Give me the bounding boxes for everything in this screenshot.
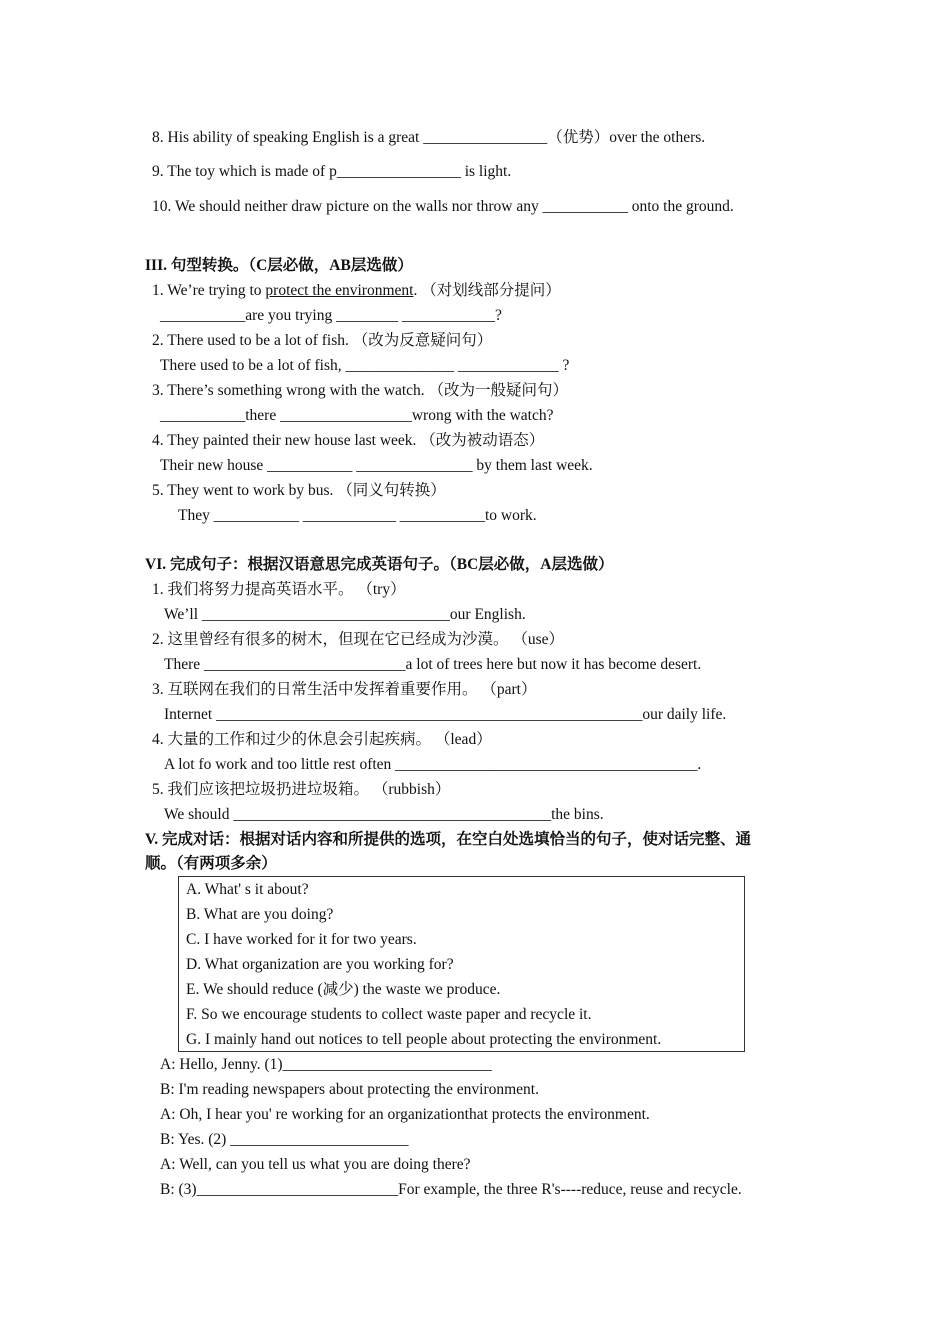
s6-question-4: 4. 大量的工作和过少的休息会引起疾病。 （lead） bbox=[152, 731, 492, 748]
s6-answer-1: We’ll ________________________________our English. bbox=[164, 606, 526, 623]
question-9: 9. The toy which is made of p________________ is light. bbox=[152, 163, 512, 180]
option-f: F. So we encourage students to collect waste paper and recycle it. bbox=[186, 1006, 592, 1023]
s6-answer-2: There __________________________a lot of trees here but now it has become desert. bbox=[164, 656, 702, 673]
option-e: E. We should reduce (减少) the waste we produce. bbox=[186, 981, 501, 998]
option-b: B. What are you doing? bbox=[186, 906, 334, 923]
s3-question-3: 3. There’s something wrong with the watch. （改为一般疑问句） bbox=[152, 382, 569, 399]
s3-question-4: 4. They painted their new house last week. （改为被动语态） bbox=[152, 432, 545, 449]
dialogue-line-1: A: Hello, Jenny. (1)___________________________ bbox=[160, 1056, 492, 1073]
s3-answer-2: There used to be a lot of fish, ______________ _____________ ? bbox=[160, 357, 570, 374]
s6-answer-4: A lot fo work and too little rest often _______________________________________. bbox=[164, 756, 702, 773]
s3-q1-post: . （对划线部分提问） bbox=[413, 282, 561, 299]
question-8: 8. His ability of speaking English is a great ________________（优势）over the others. bbox=[152, 129, 706, 146]
s3-question-5: 5. They went to work by bus. （同义句转换） bbox=[152, 482, 446, 499]
option-c: C. I have worked for it for two years. bbox=[186, 931, 417, 948]
dialogue-line-6: B: (3)__________________________For example, the three R's----reduce, reuse and recycle. bbox=[160, 1181, 742, 1198]
s3-answer-3: ___________there _________________wrong with the watch? bbox=[160, 407, 554, 424]
option-g: G. I mainly hand out notices to tell people about protecting the environment. bbox=[186, 1031, 662, 1048]
question-10: 10. We should neither draw picture on the walls nor throw any ___________ onto the ground. bbox=[152, 198, 734, 215]
section-5-heading-line-1: V. 完成对话：根据对话内容和所提供的选项，在空白处选填恰当的句子，使对话完整、通 bbox=[145, 831, 751, 848]
s3-answer-4: Their new house ___________ _______________ by them last week. bbox=[160, 457, 593, 474]
section-3-heading: III. 句型转换。（C层必做，AB层选做） bbox=[145, 257, 413, 274]
option-d: D. What organization are you working for? bbox=[186, 956, 454, 973]
s3-q1-underlined: protect the environment bbox=[265, 282, 414, 299]
dialogue-line-2: B: I'm reading newspapers about protecting the environment. bbox=[160, 1081, 539, 1098]
s6-question-2: 2. 这里曾经有很多的树木，但现在它已经成为沙漠。 （use） bbox=[152, 631, 565, 648]
s3-question-2: 2. There used to be a lot of fish. （改为反意疑问句） bbox=[152, 332, 493, 349]
s6-answer-3: Internet _______________________________________________________our daily life. bbox=[164, 706, 727, 723]
s3-question-1 bbox=[152, 281, 561, 301]
section-6-heading: VI. 完成句子：根据汉语意思完成英语句子。（BC层必做，A层选做） bbox=[145, 556, 614, 573]
dialogue-line-3: A: Oh, I hear you' re working for an organizationthat protects the environment. bbox=[160, 1106, 650, 1123]
s6-question-1: 1. 我们将努力提高英语水平。 （try） bbox=[152, 581, 406, 598]
s3-answer-1: ___________are you trying ________ ____________? bbox=[160, 307, 502, 324]
section-5-heading-line-2: 顺。（有两项多余） bbox=[145, 855, 277, 872]
dialogue-line-4: B: Yes. (2) _______________________ bbox=[160, 1131, 409, 1148]
s6-question-5: 5. 我们应该把垃圾扔进垃圾箱。 （rubbish） bbox=[152, 781, 451, 798]
s3-q1-pre: 1. We’re trying to bbox=[152, 282, 266, 299]
s3-answer-5: They ___________ ____________ ___________to work. bbox=[178, 507, 537, 524]
dialogue-line-5: A: Well, can you tell us what you are doing there? bbox=[160, 1156, 471, 1173]
s6-question-3: 3. 互联网在我们的日常生活中发挥着重要作用。 （part） bbox=[152, 681, 537, 698]
s6-answer-5: We should _________________________________________the bins. bbox=[164, 806, 604, 823]
option-a: A. What' s it about? bbox=[186, 881, 309, 898]
